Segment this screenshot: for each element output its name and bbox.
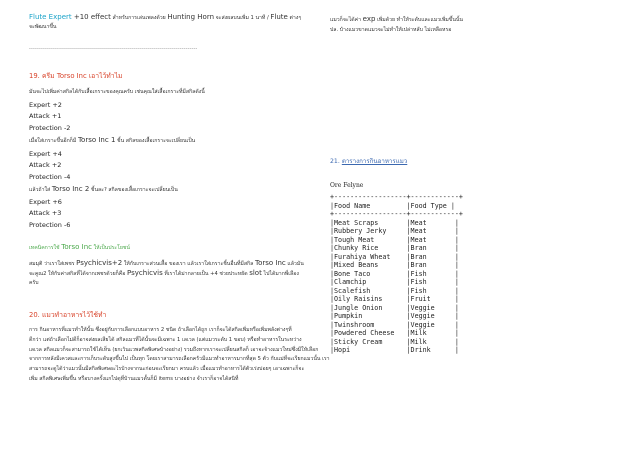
section-19-desc: มันจะไปเพิ่มค่าสกิลได้กับเสื้อเกราะของคุณครับ เช่นคุณใส่เสื้อเกราะที่มีสกิลดังนี้ — [29, 89, 205, 95]
food-name-cell: Chunky Rice — [334, 244, 379, 252]
table-row: |Hopi |Drink | — [330, 346, 459, 354]
paragraph-line: ดีกว่า แต่ถ้าเลือกไม่ดีก็อาจส่งผลเสียได้ สกิลแมวที่ได้นั้นจะมีเฉพาะ 1 เลเวล (แต่แมวระดับ 1 ขอบ) หรือทำอาหารในระหว่าง — [29, 336, 302, 343]
section-19-desc-2 — [29, 137, 195, 145]
right-top-line-1 — [330, 16, 463, 24]
intro-thai-2: จะส่งผลบนเพิ่ม 1 นาที / — [214, 15, 271, 21]
table-body — [330, 219, 463, 355]
paragraph-line: จากการหลังมีเควสและการเก็บระดับสูงขึ้นไป เป็นทุก โดยเราสามารถเลือกครัวมีแมวทำอาหารมากที่สุด 5 ตัว กับแม่ที่จะเรียกแมวนั้น เรา — [29, 356, 330, 363]
table-row: |Powdered Cheese |Milk | — [330, 329, 459, 337]
section-19-name: ครีม Torso Inc — [41, 72, 89, 80]
food-name-cell: Clamchip — [334, 278, 367, 286]
section-19-title — [29, 72, 123, 81]
tip-pre: เทคนิคการใช้ — [29, 245, 62, 251]
food-name-cell: Meat Scraps — [334, 218, 379, 227]
food-type-cell: Milk — [410, 329, 427, 337]
tip-post: ให้เป็นประโยชน์ — [92, 245, 130, 251]
table-row: |Oily Raisins |Fruit | — [330, 295, 459, 303]
intro-line-2: จะพัฒนาขึ้น — [29, 24, 57, 30]
stat-line: Protection -2 — [29, 123, 71, 132]
desc3-pre: แล้วถ้าใส่ — [29, 187, 52, 193]
food-type-cell: Meat — [410, 227, 427, 235]
food-name-cell: Pumpkin — [334, 312, 363, 320]
food-name-cell: Mixed Beans — [334, 261, 379, 269]
food-type-cell: Fish — [410, 278, 427, 286]
food-name-cell: Tough Meat — [334, 235, 375, 244]
divider: ------------------------------------------------------------------------------------ — [29, 46, 198, 52]
table-row: |Twinshroom |Veggie | — [330, 320, 459, 329]
table-row: |Clamchip |Fish | — [330, 278, 459, 286]
food-type-cell: Fish — [410, 286, 427, 295]
desc2-post: ชิ้น สกิลของเสื้อเกราะจะเปลี่ยนเป็น — [115, 138, 196, 144]
section-20-title — [29, 311, 106, 320]
food-type-cell: Meat — [410, 218, 427, 227]
section-21-title — [330, 157, 407, 166]
paragraph-line: สามารถจะดูได้ว่าแมวนั้นมีสกิลพิเศษอะไรบ้างจากนะก่อนจะเรียกมา ครบแล้ว เมื่อแมวทำอาหารได้ตัวเร่งบ่อยๆ เอาเฉพาะก็จะ — [29, 366, 305, 373]
section-20-name: แมวทำอาหารไว้ใช้ทำ — [41, 311, 107, 319]
stat-line: Protection -6 — [29, 220, 71, 229]
paragraph-line: เลเวล สกิลแมวก็จะสามารถใช้ได้เห็น (ยกเว้นแวพสกิลพิเศษบ้างอย่าง) รวมถึงหากเราจะเปลี่ยนสกิลก็ เอาจะจ้างแมวใหม่ซึ่งมีให้เลือก — [29, 346, 319, 353]
food-type-cell: Drink — [410, 346, 431, 354]
food-type-cell: Veggie — [410, 320, 435, 329]
food-name-cell: Furahiya Wheat — [334, 252, 391, 261]
section-21-number: 21. — [330, 158, 342, 165]
table-row: |Rubbery Jerky |Meat | — [330, 227, 459, 235]
food-name-cell: Bone Taco — [334, 269, 371, 278]
table-row: |Chunky Rice |Bran | — [330, 244, 459, 252]
food-type-cell: Meat — [410, 235, 427, 244]
food-name-cell: Twinshroom — [334, 320, 375, 329]
food-table — [330, 193, 463, 355]
intro-line-1 — [29, 14, 301, 22]
stat-line: Attack +2 — [29, 161, 62, 170]
tip-body2-end: ไปได้มากพี่เลือง — [261, 271, 299, 277]
header-food-type: Food Type — [410, 201, 447, 210]
effect-text: +10 effect — [71, 13, 111, 21]
food-type-cell: Bran — [410, 252, 427, 261]
stat-line: Expert +6 — [29, 198, 62, 206]
tip-body1-tail: แล้วมัน — [285, 261, 304, 267]
tip-body2-mid: ที่เราได้ม่ากลายเป็น +4 ช่วยประหยัด — [162, 271, 250, 277]
flute-expert-label: Flute Expert — [29, 13, 72, 21]
food-type-cell: Milk — [410, 337, 427, 346]
food-name-cell: Sticky Cream — [334, 337, 383, 346]
tip-heading — [29, 244, 130, 252]
stats-group-1 — [29, 100, 70, 134]
stat-line: Expert +2 — [29, 101, 62, 109]
table-caption: Ore Felyne — [330, 182, 364, 189]
desc2-pre: เมื่อใส่เกราะขึ้นอีกก็มี — [29, 138, 78, 144]
stat-line: Expert +4 — [29, 150, 62, 158]
table-border-mid: +------------------+------------+ — [330, 210, 463, 218]
stat-line: Attack +1 — [29, 112, 62, 121]
tip-body-2 — [29, 270, 299, 278]
table-header-row: |Food Name |Food Type | — [330, 201, 455, 210]
tip-body2-slot: slot — [249, 269, 262, 277]
table-row: |Scalefish |Fish | — [330, 286, 459, 295]
section-20-body — [29, 326, 330, 385]
section-21-link[interactable]: ตารางการกินอาหารแมว — [341, 158, 408, 165]
stat-line: Attack +3 — [29, 209, 62, 218]
food-name-cell: Rubbery Jerky — [334, 227, 387, 235]
tip-body2-pre: จะคูณ2 ให้กับค่าสกิลที่ได้จากเพชรด้วยก็คือ — [29, 271, 128, 277]
table-row: |Jungle Onion |Veggie | — [330, 303, 459, 312]
flute-text: Flute — [270, 13, 288, 21]
tip-body-1 — [29, 260, 304, 268]
header-food-name: Food Name — [334, 201, 371, 210]
food-type-cell: Bran — [410, 244, 427, 252]
tip-body1-pre: สมมุติ ว่าเราใส่เพชร — [29, 261, 77, 267]
food-type-cell: Veggie — [410, 303, 435, 312]
food-type-cell: Veggie — [410, 312, 435, 320]
paragraph-line: การ กินอาหารที่แมวทำให้นั้น ซึ่งอยู่กับการเลือกแบบอาหาร 2 ชนิด ถ้าเลือกได้ถูก เราก็จะได้สกิลเพิ่มหรือเพิ่มพลังต่างๆที่ — [29, 327, 292, 333]
section-19-tail: เอาไว้ทำไม — [88, 72, 123, 80]
section-19-number: 19. — [29, 72, 42, 80]
exp-text: exp — [362, 15, 376, 23]
tip-body1-mid: ให้กับเกราะส่วนเสื้อ ของเรา แล้วเราใส่เกราะชิ้นอื่นที่มีสกิล — [122, 261, 255, 267]
tip-body-3: ครับ — [29, 280, 39, 286]
desc2-item: Torso Inc 1 — [77, 136, 116, 144]
food-name-cell: Oily Raisins — [334, 295, 383, 303]
food-name-cell: Scalefish — [334, 286, 371, 295]
right-top-line-2: ปล. บ้างแมวขาดแมวจะไม่ทำให้เปล่าหลับ ไม่เหลือหรอ — [330, 27, 452, 33]
table-border-top: +------------------+------------+ — [330, 193, 463, 201]
right-top-pre: แมวก็จะได้ค่า — [330, 17, 363, 23]
table-row: |Pumpkin |Veggie | — [330, 312, 459, 320]
table-row: |Meat Scraps |Meat | — [330, 218, 459, 227]
food-name-cell: Jungle Onion — [334, 303, 383, 312]
food-type-cell: Fruit — [410, 295, 431, 303]
tip-item: Torso Inc — [61, 243, 92, 251]
tip-body1-end: Torso Inc — [255, 259, 286, 267]
food-type-cell: Fish — [410, 269, 427, 278]
desc3-item: Torso Inc 2 — [51, 185, 90, 193]
intro-tail: ต่างๆ — [287, 15, 302, 21]
hunting-horn-text: Hunting Horn — [167, 13, 215, 21]
table-row: |Mixed Beans |Bran | — [330, 261, 459, 269]
section-19-desc-3 — [29, 186, 178, 194]
table-row: |Bone Taco |Fish | — [330, 269, 459, 278]
right-top-post: เพิ่มด้วย ทำให้ระดับและแมวเพิ่มขึ้นนั้น — [375, 17, 463, 23]
tip-body2-item: Psychicvis — [127, 269, 163, 277]
desc3-post: ชิ้นละ? สกิลของเสื้อเกราะจะเปลี่ยนเป็น — [89, 187, 178, 193]
intro-thai-1: สำหรับการเล่นเพลงด้วย — [110, 15, 168, 21]
table-row: |Furahiya Wheat |Bran | — [330, 252, 459, 261]
stats-group-3 — [29, 197, 70, 231]
stats-group-2 — [29, 149, 70, 183]
tip-body1-item: Psychicvis+2 — [76, 259, 123, 267]
table-row: |Sticky Cream |Milk | — [330, 337, 459, 346]
table-row: |Tough Meat |Meat | — [330, 235, 459, 244]
food-name-cell: Powdered Cheese — [334, 329, 395, 337]
stat-line: Protection -4 — [29, 172, 71, 181]
section-20-number: 20. — [29, 311, 42, 319]
food-name-cell: Hopi — [334, 346, 351, 354]
paragraph-line: เพิ่ม สกิลพิเศษเพิ่มขึ้น หรือบางครั้งแกไปดุที่บ้านแมวดั้นก็มี items บางอย่าง จำเราก็อาจได้สนิที่ — [29, 375, 239, 382]
food-type-cell: Bran — [410, 261, 427, 269]
